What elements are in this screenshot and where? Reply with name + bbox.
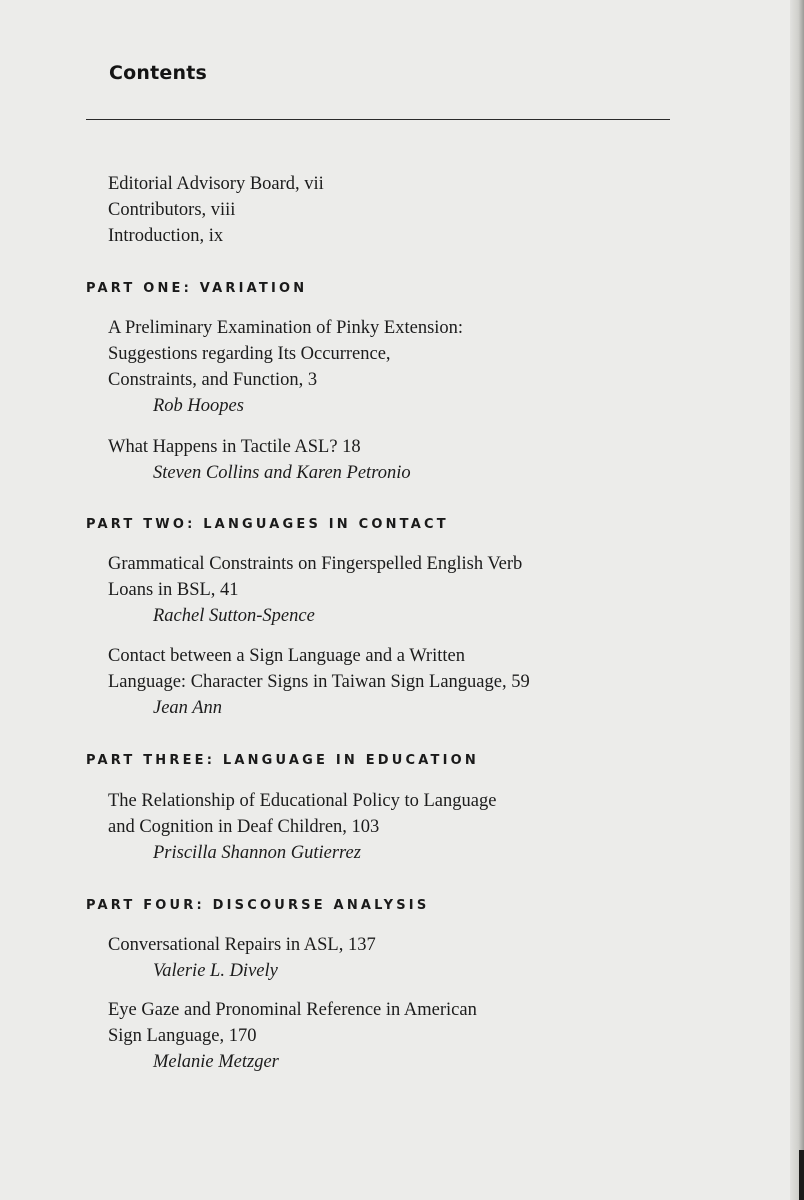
- entry-title-line: Conversational Repairs in ASL, 137: [108, 935, 376, 955]
- front-matter-item: Introduction, ix: [108, 226, 224, 246]
- page-edge-shadow: [799, 1150, 804, 1200]
- entry-title-line: Grammatical Constraints on Fingerspelled English Verb: [108, 554, 523, 574]
- entry-author: Melanie Metzger: [153, 1052, 279, 1072]
- front-matter-item: Editorial Advisory Board, vii: [108, 174, 324, 194]
- part-heading: PART FOUR: DISCOURSE ANALYSIS: [86, 898, 430, 913]
- entry-author: Rachel Sutton-Spence: [153, 606, 315, 626]
- title-rule: [86, 119, 670, 120]
- entry-title-line: and Cognition in Deaf Children, 103: [108, 817, 380, 837]
- entry-title-line: Eye Gaze and Pronominal Reference in American: [108, 1000, 477, 1020]
- part-heading: PART ONE: VARIATION: [86, 281, 308, 296]
- entry-title-line: Language: Character Signs in Taiwan Sign Language, 59: [108, 672, 530, 692]
- entry-title-line: What Happens in Tactile ASL? 18: [108, 437, 361, 457]
- entry-author: Valerie L. Dively: [153, 961, 278, 981]
- part-heading: PART THREE: LANGUAGE IN EDUCATION: [86, 753, 479, 768]
- entry-author: Jean Ann: [153, 698, 223, 718]
- entry-title-line: Loans in BSL, 41: [108, 580, 239, 600]
- page-title: Contents: [109, 62, 208, 84]
- entry-title-line: Contact between a Sign Language and a Written: [108, 646, 465, 666]
- entry-title-line: The Relationship of Educational Policy to Language: [108, 791, 497, 811]
- entry-author: Rob Hoopes: [153, 396, 244, 416]
- entry-title-line: Constraints, and Function, 3: [108, 370, 318, 390]
- entry-author: Priscilla Shannon Gutierrez: [153, 843, 361, 863]
- entry-title-line: Sign Language, 170: [108, 1026, 257, 1046]
- entry-title-line: Suggestions regarding Its Occurrence,: [108, 344, 391, 364]
- part-heading: PART TWO: LANGUAGES IN CONTACT: [86, 517, 449, 532]
- entry-author: Steven Collins and Karen Petronio: [153, 463, 411, 483]
- entry-title-line: A Preliminary Examination of Pinky Extension:: [108, 318, 464, 338]
- front-matter-item: Contributors, viii: [108, 200, 236, 220]
- page-edge: [790, 0, 804, 1200]
